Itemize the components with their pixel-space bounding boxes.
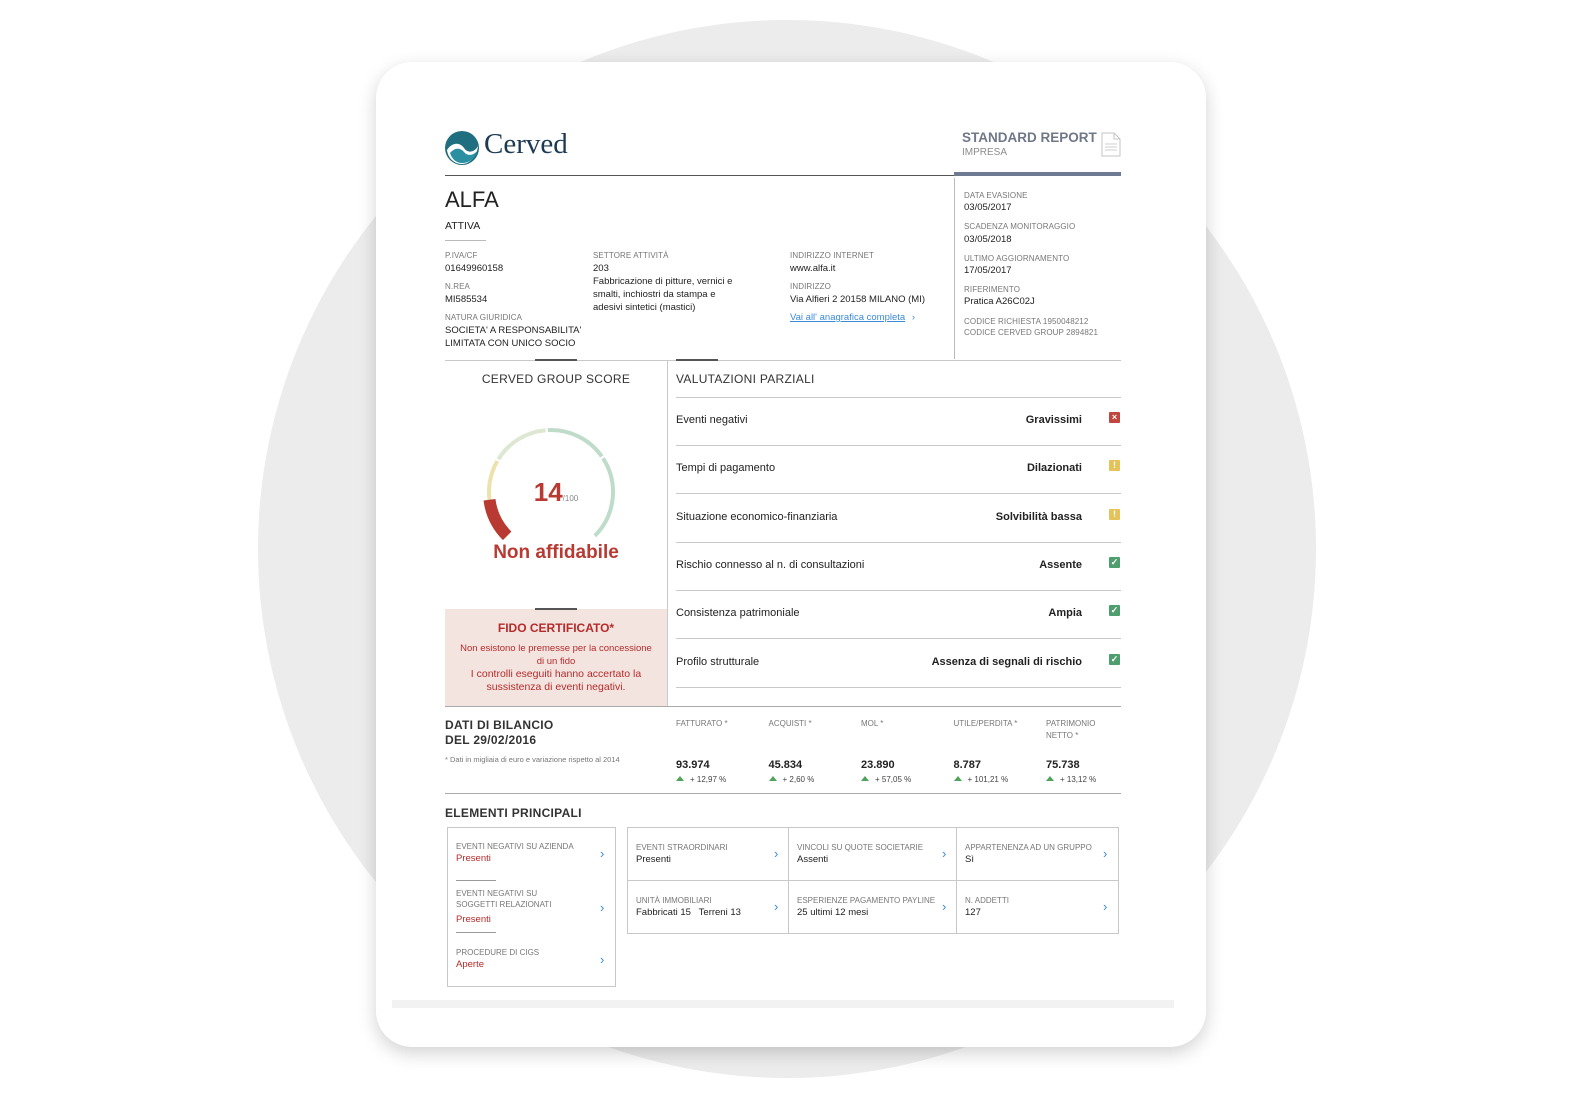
elementi-item-value: Presenti: [636, 854, 671, 865]
elementi-item-value: Aperte: [456, 959, 484, 970]
anagrafica-link[interactable]: [790, 312, 915, 323]
valutazioni-title: VALUTAZIONI PARZIALI: [676, 372, 815, 386]
meta-divider: [954, 178, 955, 359]
arrow-up-icon: [954, 776, 962, 781]
score-value-wrap: [445, 477, 667, 508]
score-label: Non affidabile: [493, 542, 619, 563]
valutazione-divider: [676, 687, 1121, 688]
bilancio-delta: [769, 775, 815, 784]
chevron-right-icon: ›: [942, 846, 947, 861]
elementi-left-item[interactable]: [448, 834, 614, 884]
status-ok-icon: ✓: [1110, 653, 1119, 664]
fido-title: FIDO CERTIFICATO*: [497, 621, 615, 635]
bilancio-delta-text: + 57,05 %: [875, 775, 912, 784]
bilancio-value: 23.890: [861, 759, 895, 771]
bilancio-label: PATRIMONIO NETTO *: [1046, 719, 1096, 740]
web-label: INDIRIZZO INTERNET: [790, 251, 875, 260]
arrow-up-icon: [769, 776, 777, 781]
elementi-item-value: Presenti: [456, 853, 491, 864]
header-accent: [954, 172, 1121, 176]
gauge-segment: [498, 430, 545, 459]
arrow-up-icon: [676, 776, 684, 781]
elementi-item-value: 127: [965, 907, 981, 918]
status-ok-icon: ✓: [1110, 556, 1119, 567]
aggiornamento-label: ULTIMO AGGIORNAMENTO: [964, 254, 1070, 263]
status-bad-icon: ×: [1109, 412, 1120, 423]
chevron-right-icon: ›: [600, 900, 605, 915]
piva-label: P.IVA/CF: [445, 251, 478, 260]
bilancio-label: UTILE/PERDITA *: [953, 719, 1018, 728]
settore-label: SETTORE ATTIVITÀ: [593, 251, 669, 260]
elementi-item-value: Presenti: [456, 914, 491, 925]
riferimento-value: Pratica A26C02J: [964, 296, 1035, 307]
chevron-right-icon: ›: [942, 899, 947, 914]
fido-line2: I controlli eseguiti hanno accertato la sussistenza di eventi negativi.: [470, 668, 642, 693]
company-name: ALFA: [445, 187, 499, 212]
status-warn-icon: !: [1109, 509, 1120, 520]
page-bottom-shade: [392, 1000, 1174, 1008]
elementi-rule: [445, 793, 1121, 794]
elementi-item-value: Fabbricati 15 Terreni 13: [636, 907, 741, 918]
valutazione-divider: [676, 445, 1121, 446]
bilancio-label: FATTURATO *: [676, 719, 728, 728]
bilancio-delta: [861, 775, 911, 784]
document-icon: [1101, 132, 1121, 157]
valutazione-divider: [676, 493, 1121, 494]
bilancio-delta-text: + 12,97 %: [690, 775, 727, 784]
elementi-item-value: Assenti: [797, 854, 829, 865]
cerved-logo-icon: [444, 130, 480, 166]
web-value: www.alfa.it: [790, 263, 836, 274]
codice-group: CODICE CERVED GROUP 2894821: [964, 328, 1099, 337]
elementi-item-label: EVENTI NEGATIVI SU AZIENDA: [456, 842, 574, 851]
elementi-item-label: ESPERIENZE PAGAMENTO PAYLINE: [797, 896, 936, 905]
report-card: [376, 62, 1206, 1047]
chevron-right-icon: ›: [1103, 846, 1108, 861]
elementi-item-value: Sì: [965, 854, 974, 865]
elementi-title: ELEMENTI PRINCIPALI: [445, 806, 582, 820]
bilancio-label: ACQUISTI *: [768, 719, 812, 728]
fido-tab-accent: [535, 608, 577, 610]
codice-richiesta: CODICE RICHIESTA 1950048212: [964, 317, 1089, 326]
rea-value: MI585534: [445, 294, 488, 305]
valutazione-label: Situazione economico-finanziaria: [676, 510, 838, 523]
elementi-item-label: EVENTI STRAORDINARI: [636, 843, 728, 852]
elementi-grid-item[interactable]: [789, 881, 956, 933]
chevron-right-icon: ›: [774, 899, 779, 914]
elementi-grid-item[interactable]: [628, 828, 788, 880]
elementi-item-label: EVENTI NEGATIVI SU SOGGETTI RELAZIONATI: [456, 889, 552, 909]
elementi-left-divider: [456, 932, 496, 933]
score-max: /100: [562, 494, 579, 503]
bilancio-note: * Dati in migliaia di euro e variazione rispetto al 2014: [445, 755, 620, 764]
bilancio-label: MOL *: [861, 719, 884, 728]
status-divider: [445, 240, 486, 241]
elementi-item-label: N. ADDETTI: [965, 896, 1010, 905]
chevron-right-icon: ›: [600, 846, 605, 861]
report-title: STANDARD REPORT: [962, 130, 1097, 145]
bilancio-delta-text: + 101,21 %: [967, 775, 1009, 784]
valutazione-value: Gravissimi: [1025, 414, 1082, 426]
score-value: 14: [533, 477, 563, 507]
valutazione-value: Assente: [1039, 558, 1082, 571]
valutazione-label: Profilo strutturale: [676, 655, 760, 668]
valutazione-value: Dilazionati: [1026, 462, 1082, 475]
status-ok-icon: ✓: [1110, 605, 1119, 616]
aggiornamento-value: 17/05/2017: [964, 265, 1012, 276]
score-divider: [667, 361, 668, 706]
valutazione-label: Eventi negativi: [676, 414, 748, 426]
anagrafica-link-text[interactable]: Vai all' anagrafica completa: [790, 312, 906, 323]
logo-text: Cerved: [484, 128, 568, 160]
valutazione-label: Tempi di pagamento: [676, 462, 776, 475]
elementi-grid-item[interactable]: [957, 881, 1117, 933]
elementi-grid-item[interactable]: [957, 828, 1117, 880]
valutazione-divider: [676, 638, 1121, 639]
fido-line1: Non esistono le premesse per la concessione di un fido: [460, 643, 652, 667]
bilancio-rule: [445, 706, 1121, 707]
scadenza-value: 03/05/2018: [964, 234, 1012, 245]
settore-code: 203: [593, 263, 609, 274]
bilancio-title2: DEL 29/02/2016: [445, 733, 537, 747]
scadenza-label: SCADENZA MONITORAGGIO: [964, 222, 1076, 231]
valutazione-label: Rischio connesso al n. di consultazioni: [676, 558, 865, 571]
bilancio-delta: [1046, 775, 1096, 784]
report-subtitle: IMPRESA: [962, 147, 1008, 158]
address-label: INDIRIZZO: [790, 282, 831, 291]
elementi-item-label: PROCEDURE DI CIGS: [456, 948, 540, 957]
valutazioni-rule: [676, 397, 1121, 398]
arrow-up-icon: [861, 776, 869, 781]
address-value: Via Alfieri 2 20158 MILANO (MI): [790, 294, 925, 305]
elementi-item-label: UNITÀ IMMOBILIARI: [636, 896, 712, 905]
bilancio-value: 93.974: [676, 759, 710, 771]
valutazioni-tab-accent: [676, 359, 718, 361]
valutazione-value: Solvibilità bassa: [995, 510, 1082, 523]
valutazione-value: Assenza di segnali di rischio: [931, 655, 1082, 668]
bilancio-delta-text: + 2,60 %: [782, 775, 815, 784]
bilancio-delta-text: + 13,12 %: [1060, 775, 1097, 784]
elementi-item-value: 25 ultimi 12 mesi: [797, 907, 869, 918]
score-tab-accent: [535, 359, 577, 361]
chevron-right-icon: ›: [600, 952, 605, 967]
bilancio-title1: DATI DI BILANCIO: [445, 718, 554, 732]
valutazione-label: Consistenza patrimoniale: [676, 607, 800, 620]
bilancio-delta: [676, 775, 726, 784]
elementi-item-label: VINCOLI SU QUOTE SOCIETARIE: [797, 843, 924, 852]
status-warn-icon: !: [1109, 460, 1120, 471]
company-status: ATTIVA: [445, 220, 481, 232]
natura-label: NATURA GIURIDICA: [445, 313, 523, 322]
natura-value: SOCIETA' A RESPONSABILITA' LIMITATA CON UNICO SOCIO: [445, 325, 582, 349]
chevron-right-icon: ›: [911, 312, 915, 323]
bilancio-value: 8.787: [953, 759, 982, 771]
bilancio-value: 45.834: [768, 759, 803, 771]
evasione-label: DATA EVASIONE: [964, 191, 1028, 200]
elementi-item-label: APPARTENENZA AD UN GRUPPO: [965, 843, 1092, 852]
bilancio-value: 75.738: [1046, 759, 1080, 771]
settore-desc: Fabbricazione di pitture, vernici e smalti, inchiostri da stampa e adesivi sintetici (mastici): [593, 276, 733, 313]
riferimento-label: RIFERIMENTO: [964, 285, 1021, 294]
valutazione-divider: [676, 590, 1121, 591]
elementi-grid-item[interactable]: [628, 881, 788, 933]
elementi-left-item[interactable]: [448, 881, 614, 938]
valutazione-value: Ampia: [1048, 607, 1082, 620]
evasione-value: 03/05/2017: [964, 202, 1012, 213]
chevron-right-icon: ›: [774, 846, 779, 861]
piva-value: 01649960158: [445, 263, 504, 274]
chevron-right-icon: ›: [1103, 899, 1108, 914]
elementi-left-item[interactable]: [448, 940, 614, 990]
score-title: CERVED GROUP SCORE: [481, 372, 631, 386]
bilancio-delta: [954, 775, 1009, 784]
elementi-grid-item[interactable]: [789, 828, 956, 880]
arrow-up-icon: [1046, 776, 1054, 781]
rea-label: N.REA: [445, 282, 470, 291]
valutazione-divider: [676, 542, 1121, 543]
gauge-segment: [548, 430, 602, 456]
